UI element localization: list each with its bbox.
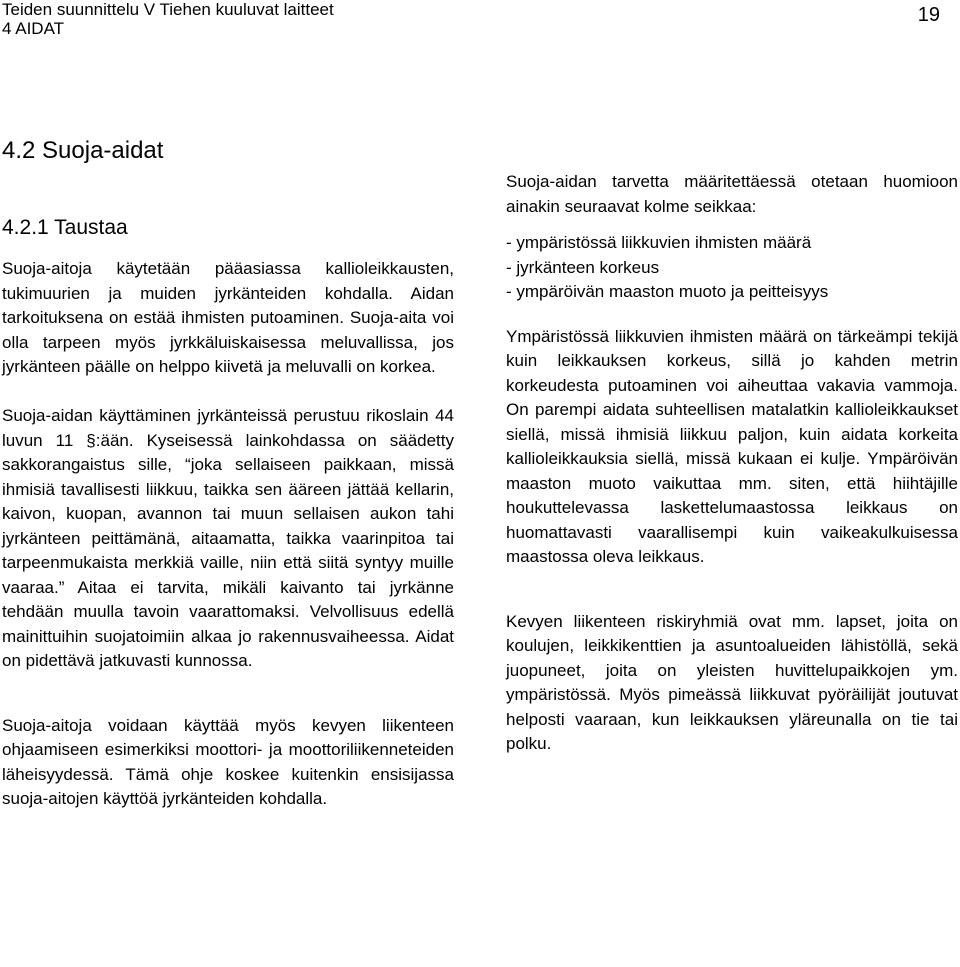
chapter-label: 4 AIDAT	[2, 19, 65, 38]
list-item: - ympäröivän maaston muoto ja peitteisyys	[506, 282, 829, 301]
section-heading: 4.2 Suoja-aidat	[2, 137, 164, 164]
paragraph-risk-factors: Ympäristössä liikkuvien ihmisten määrä on tärkeämpi tekijä kuin leikkauksen korkeus, sillä jo kahden metrin korkeudesta putoaminen voi aiheuttaa vakavia vammoja. On parempi aidata suhteellisen matalatkin kallioleikkaukset siellä, missä ihmisiä liikkuu paljon, kuin aidata korkeita kallioleikkauksia siellä, missä kukaan ei kulje. Ympäröivän maaston muoto vaikuttaa mm. siten, että hiihtäjille houkuttelevassa laskettelumaastossa leikkaus on huomattavasti vaarallisempi kuin vaikeakulkuisessa maastossa oleva leikkaus.	[506, 326, 958, 566]
right-column	[506, 170, 958, 757]
criteria-list	[506, 231, 958, 305]
document-title: Teiden suunnittelu V Tiehen kuuluvat laitteet	[2, 0, 334, 19]
page-header	[0, 0, 960, 42]
paragraph-legal-basis: Suoja-aidan käyttäminen jyrkänteissä perustuu rikoslain 44 luvun 11 §:ään. Kyseisessä lainkohdassa on säädetty sakkorangaistus sille, “joka sellaiseen paikkaan, missä ihmisiä tavallisesti liikkuu, taikka sen ääreen jättää kellarin, kaivon, kuopan, avannon tai muun sellaisen aukon tahi jyrkänteen peittämänä, aitaamatta, taikka vaarinpitoa tai tarpeenmukaista merkkiä vaille, niin että siitä syntyy muille vaaraa.” Aitaa ei tarvita, mikäli kaivanto tai jyrkänne tehdään muulla tavoin vaarattomaksi. Velvollisuus edellä mainittuihin suojatoimiin alkaa jo rakennusvaiheessa. Aidat on pidettävä jatkuvasti kunnossa.	[2, 406, 454, 670]
list-item: - jyrkänteen korkeus	[506, 257, 660, 277]
list-item: - ympäristössä liikkuvien ihmisten määrä	[506, 233, 812, 252]
page-number: 19	[917, 4, 940, 26]
paragraph-criteria-intro: Suoja-aidan tarvetta määritettäessä otetaan huomioon ainakin seuraavat kolme seikkaa:	[506, 172, 958, 216]
left-column	[2, 257, 454, 812]
paragraph-risk-groups: Kevyen liikenteen riskiryhmiä ovat mm. lapset, joita on koulujen, leikkikenttien ja asuntoalueiden lähistöllä, sekä juopuneet, joita on yleisten huvittelupaikkojen ym. ympäristössä. Myös pimeässä liikkuvat pyöräilijät joutuvat helposti vaaraan, kun leikkauksen yläreunalla on tie tai polku.	[506, 611, 958, 753]
paragraph-pedestrian-guidance: Suoja-aitoja voidaan käyttää myös kevyen liikenteen ohjaamiseen esimerkiksi moottori- ja moottoriliikenneteiden läheisyydessä. Tämä ohje koskee kuitenkin ensisijassa suoja-aitojen käyttöä jyrkänteiden kohdalla.	[2, 715, 454, 808]
subsection-heading: 4.2.1 Taustaa	[2, 216, 128, 239]
paragraph-purpose: Suoja-aitoja käytetään pääasiassa kallioleikkausten, tukimuurien ja muiden jyrkänteiden kohdalla. Aidan tarkoituksena on estää ihmisten putoaminen. Suoja-aita voi olla tarpeen myös jyrkkäluiskaisessa meluvallissa, jos jyrkänteen päälle on helppo kiivetä ja meluvalli on korkea.	[2, 259, 454, 376]
